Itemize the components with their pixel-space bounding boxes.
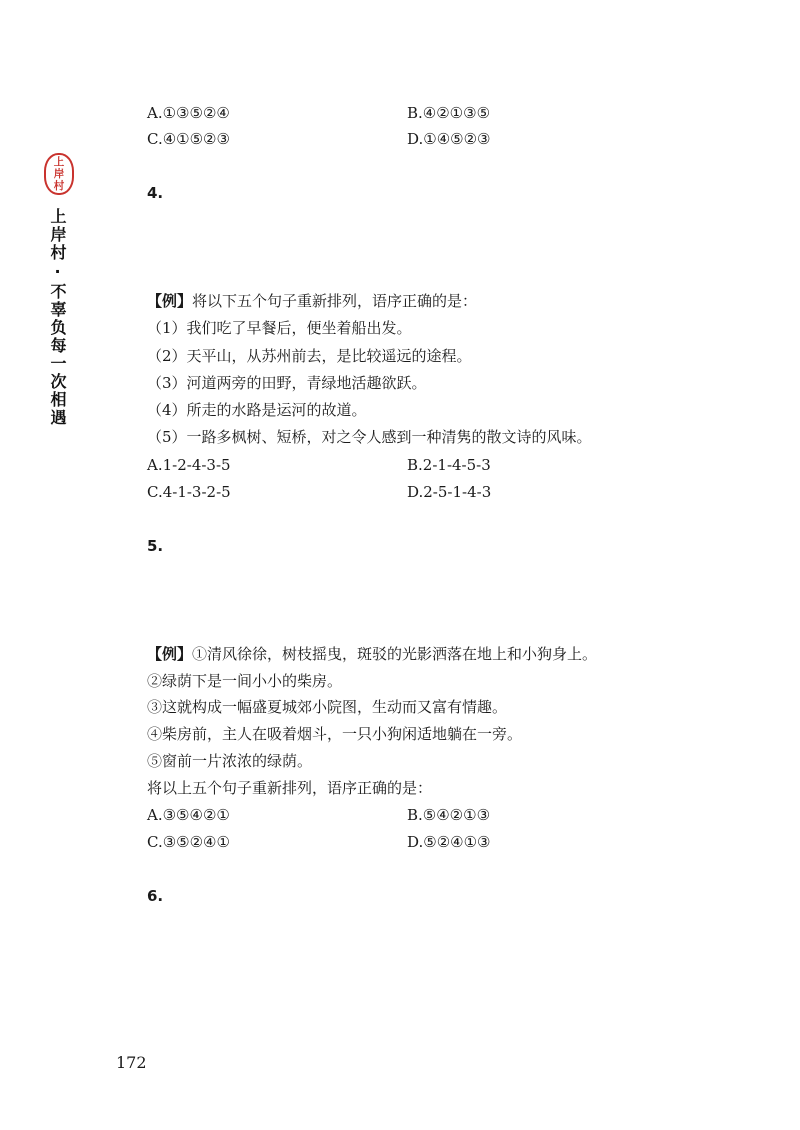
brand-seal-logo [44, 153, 74, 195]
option-c: C.4-1-3-2-5 [147, 483, 231, 501]
example-tag: 【例】 [147, 645, 193, 663]
sentence: ④柴房前，主人在吸着烟斗，一只小狗闲适地躺在一旁。 [147, 725, 523, 743]
option-a: A.③⑤④②① [147, 806, 230, 824]
sentence: ①清风徐徐，树枝摇曳，斑驳的光影洒落在地上和小狗身上。 [192, 645, 598, 663]
question-number: 5. [147, 537, 164, 555]
sentence: （3）河道两旁的田野，青绿地活趣欲跃。 [147, 374, 427, 392]
sentence: （1）我们吃了早餐后，便坐着船出发。 [147, 319, 412, 337]
option-d: D.⑤②④①③ [407, 833, 491, 851]
example-sentence-line [147, 644, 597, 664]
option-c: C.④①⑤②③ [147, 130, 230, 148]
option-b: B.④②①③⑤ [407, 104, 491, 122]
example-stem-line [147, 291, 477, 311]
sentence: ②绿荫下是一间小小的柴房。 [147, 672, 343, 690]
sentence: ⑤窗前一片浓浓的绿荫。 [147, 752, 313, 770]
sentence: （4）所走的水路是运河的故道。 [147, 401, 367, 419]
sentence: （2）天平山，从苏州前去，是比较遥远的途程。 [147, 347, 472, 365]
sentence: （5）一路多枫树、短桥，对之令人感到一种清隽的散文诗的风味。 [147, 428, 592, 446]
option-d: D.2-5-1-4-3 [407, 483, 492, 501]
example-tag: 【例】 [147, 292, 193, 310]
seal-char: 岸 [53, 168, 65, 180]
brand-slogan: 上岸村·不辜负每一次相遇 [48, 208, 67, 427]
seal-char: 村 [53, 180, 65, 192]
option-a: A.①③⑤②④ [147, 104, 230, 122]
option-b: B.⑤④②①③ [407, 806, 491, 824]
question-number: 4. [147, 184, 164, 202]
option-c: C.③⑤②④① [147, 833, 230, 851]
example-stem: 将以上五个句子重新排列，语序正确的是： [147, 779, 433, 797]
option-d: D.①④⑤②③ [407, 130, 491, 148]
page-number: 172 [116, 1053, 147, 1072]
example-stem: 将以下五个句子重新排列，语序正确的是： [192, 292, 478, 310]
option-b: B.2-1-4-5-3 [407, 456, 491, 474]
seal-char: 上 [53, 156, 65, 168]
sentence: ③这就构成一幅盛夏城郊小院图，生动而又富有情趣。 [147, 698, 508, 716]
option-a: A.1-2-4-3-5 [147, 456, 231, 474]
question-number: 6. [147, 887, 164, 905]
